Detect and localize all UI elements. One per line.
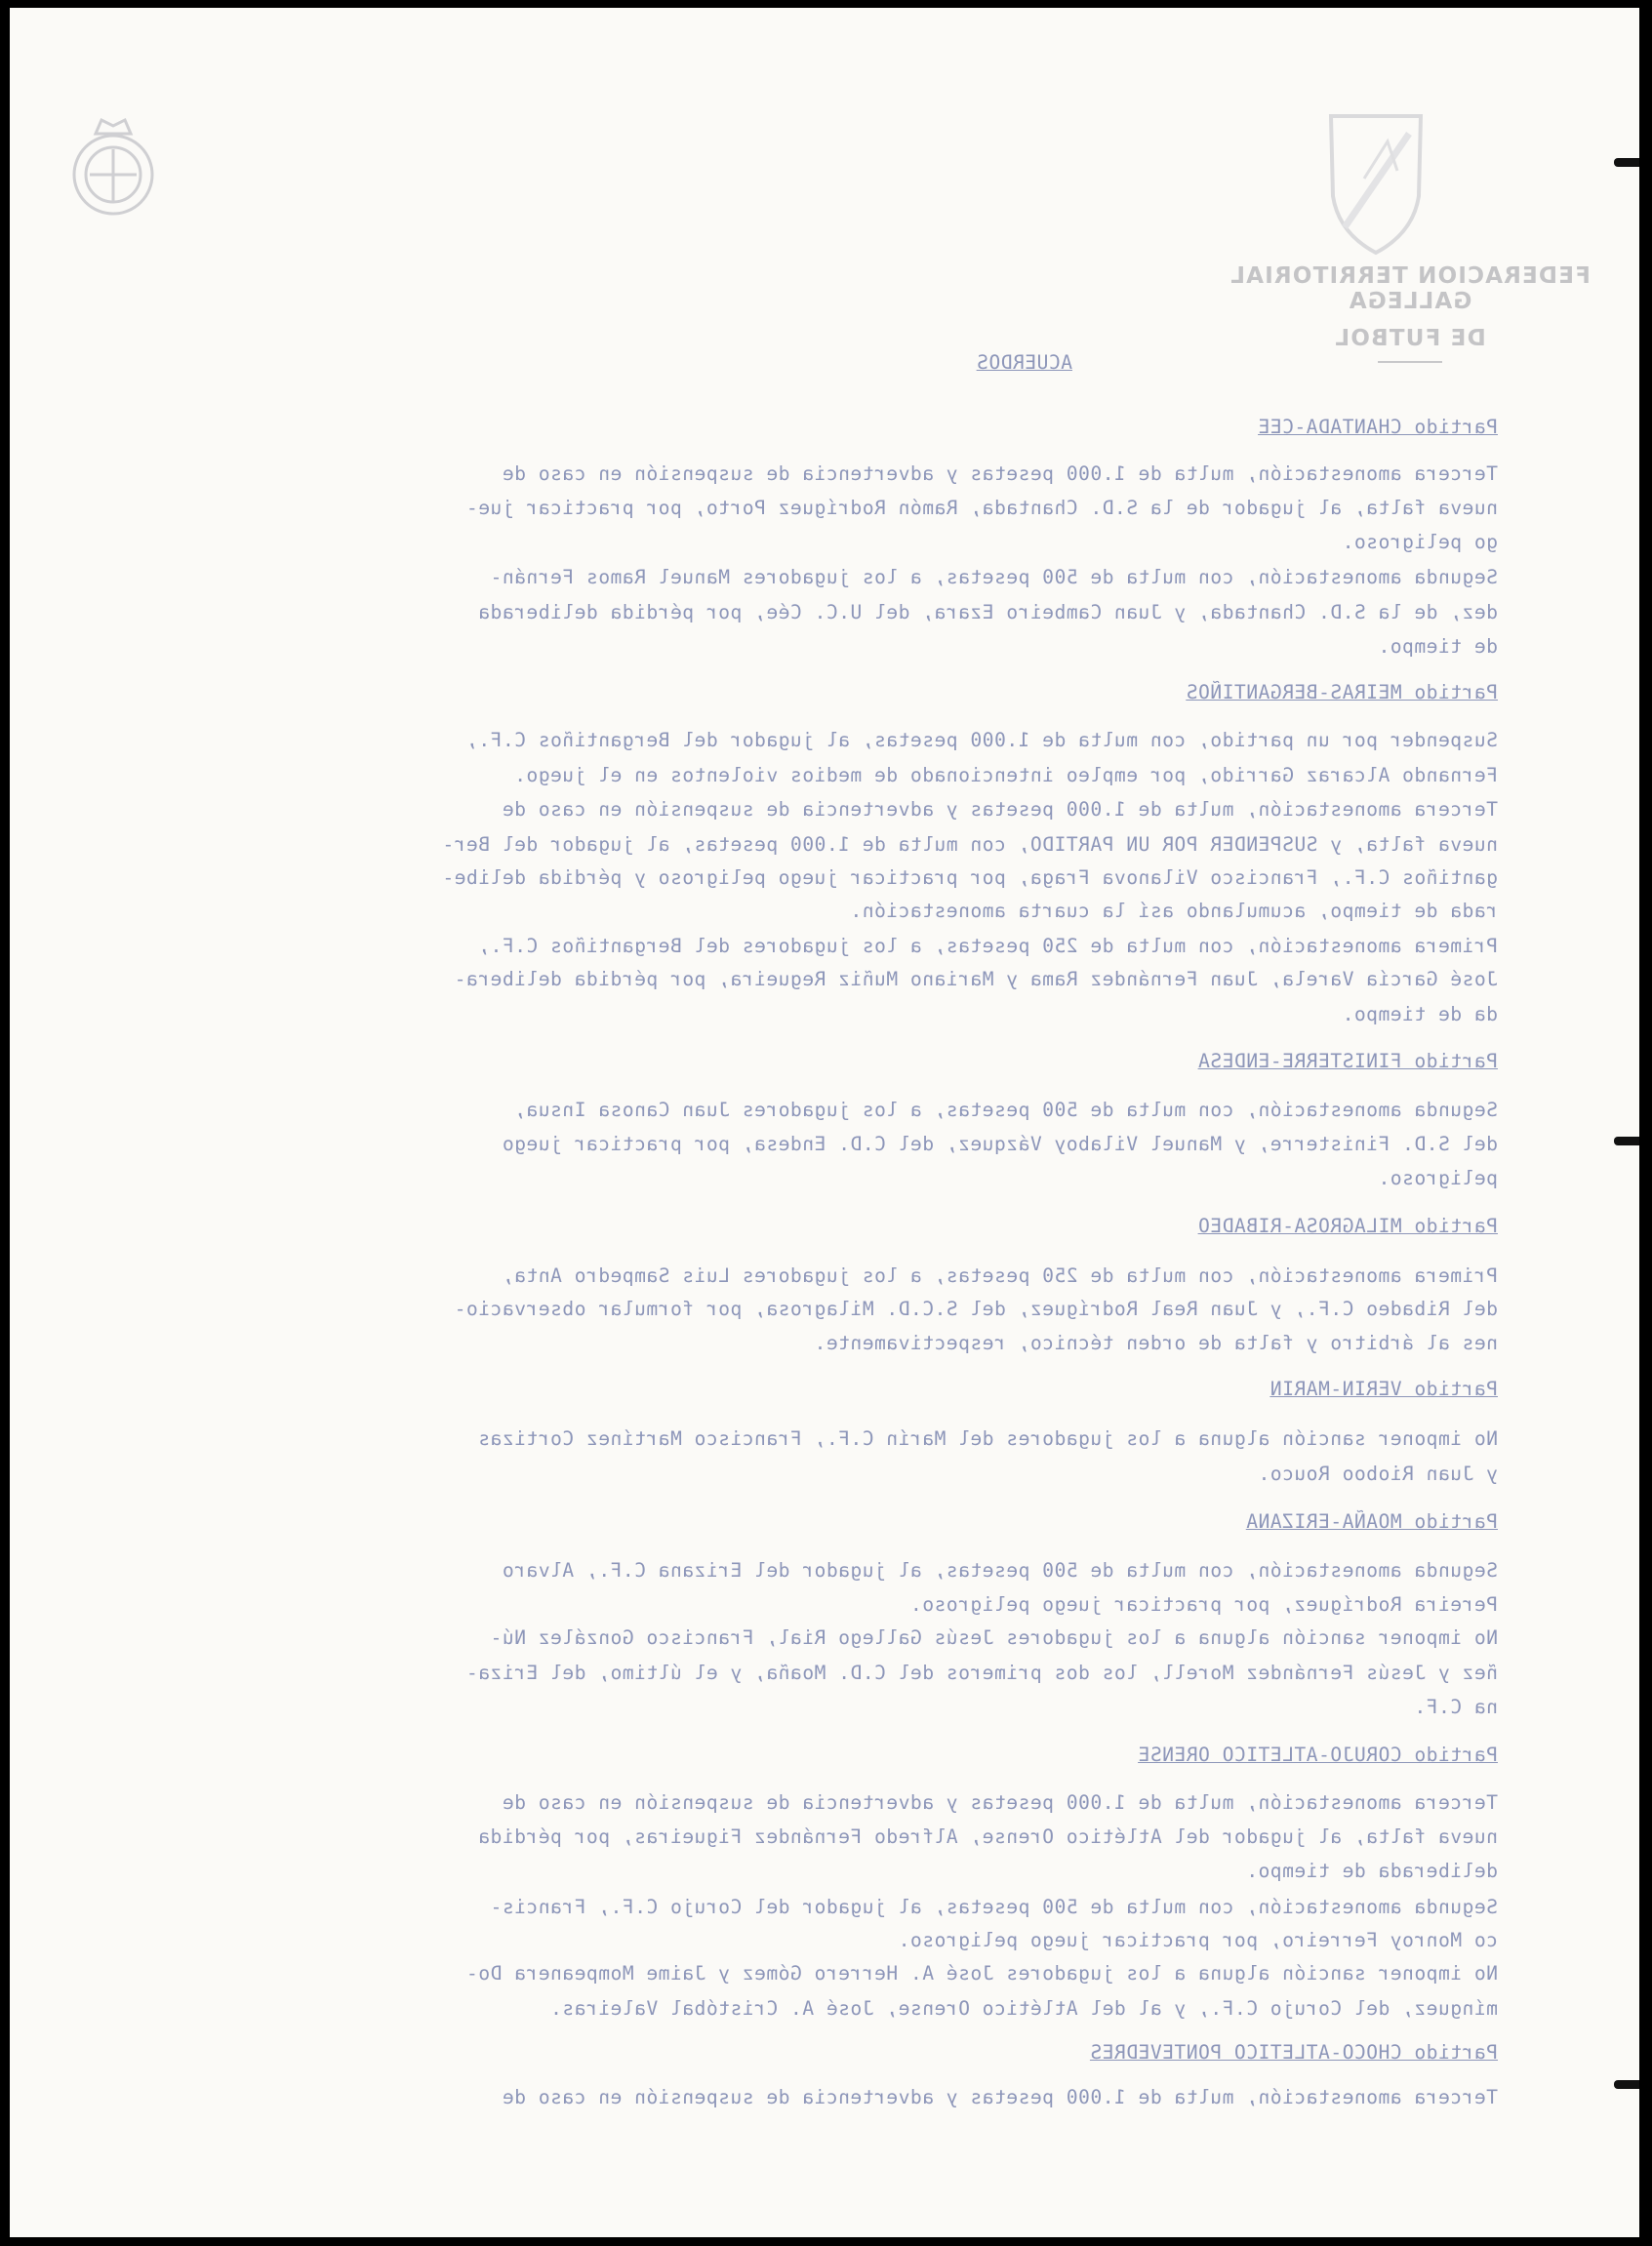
letterhead bbox=[1220, 263, 1600, 363]
body-line: de tiempo. bbox=[1378, 635, 1498, 658]
body-line: Segunda amonestación, con multa de 500 pesetas, al jugador del Corujo C.F., Francis- bbox=[490, 1896, 1498, 1918]
body-line: No imponer sanción alguna a los jugadores Jesús Gallego Rial, Francisco González Nú- bbox=[490, 1626, 1498, 1649]
body-line: nes al árbitro y falta de orden técnico, respectivamente. bbox=[814, 1332, 1498, 1354]
body-line: Tercera amonestación, multa de 1.000 pesetas y advertencia de suspensión en caso de bbox=[502, 462, 1498, 485]
body-line: peligroso. bbox=[1378, 1167, 1498, 1189]
body-line: Segunda amonestación, con multa de 500 pesetas, a los jugadores Manuel Ramos Fernán- bbox=[490, 566, 1498, 588]
body-line: Primera amonestación, con multa de 250 pesetas, a los jugadores del Bergantiños C.F., bbox=[477, 935, 1498, 957]
letterhead-rule bbox=[1378, 361, 1442, 363]
body-line: na C.F. bbox=[1413, 1696, 1498, 1718]
match-heading: Partido CHANTADA-CEE bbox=[1258, 416, 1498, 438]
punch-mark bbox=[1614, 158, 1639, 167]
body-line: gantiños C.F., Francisco Vilanova Fraga, por practicar juego peligroso y pérdida delibe- bbox=[441, 866, 1498, 889]
body-line: dez, de la S.D. Chantada, y Juan Cambeiro Ezara, del U.C. Cée, por pérdida deliberada bbox=[477, 601, 1498, 623]
document-title: ACUERDOS bbox=[976, 351, 1072, 374]
body-line: da de tiempo. bbox=[1342, 1003, 1498, 1025]
body-line: Pereira Rodríguez, por practicar juego peligroso. bbox=[909, 1593, 1498, 1616]
body-line: No imponer sanción alguna a los jugadores del Marín C.F., Francisco Martínez Cortizas bbox=[477, 1427, 1498, 1450]
body-line: del Ribadeo C.F., y Juan Real Rodríguez, del S.C.D. Milagrosa, por formular observacio- bbox=[454, 1298, 1498, 1320]
body-line: go peligroso. bbox=[1342, 531, 1498, 553]
body-line: Primera amonestación, con multa de 250 pesetas, a los jugadores Luis Sampedro Anta, bbox=[502, 1264, 1498, 1287]
body-line: rada de tiempo, acumulando así la cuarta amonestación. bbox=[849, 900, 1498, 922]
body-line: Tercera amonestación, multa de 1.000 pesetas y advertencia de suspensión en caso de bbox=[502, 1791, 1498, 1814]
match-heading: Partido FINISTERRE-ENDESA bbox=[1197, 1050, 1498, 1072]
body-line: Tercera amonestación, multa de 1.000 pesetas y advertencia de suspensión en caso de bbox=[502, 2086, 1498, 2108]
match-heading: Partido MEIRAS-BERGANTIÑOS bbox=[1186, 681, 1498, 703]
body-line: co Monroy Ferreiro, por practicar juego peligroso. bbox=[898, 1929, 1498, 1951]
body-line: deliberada de tiempo. bbox=[1245, 1860, 1498, 1882]
punch-mark bbox=[1614, 1137, 1639, 1145]
body-line: nueva falta, al jugador del Atlético Orense, Alfredo Fernández Figueiras, por pérdida bbox=[477, 1825, 1498, 1848]
match-heading: Partido CORUJO-ATLETICO ORENSE bbox=[1138, 1744, 1498, 1766]
body-line: Segunda amonestación, con multa de 500 pesetas, al jugador del Erizana C.F., Alvaro bbox=[502, 1559, 1498, 1582]
letterhead-org-line2: DE FUTBOL bbox=[1334, 326, 1486, 351]
body-line: nueva falta, y SUSPENDER POR UN PARTIDO, con multa de 1.000 pesetas, al jugador del Ber- bbox=[441, 833, 1498, 856]
body-line: mínguez, del Corujo C.F., y al del Atlético Orense, José A. Cristóbal Valeiras. bbox=[549, 1997, 1498, 2020]
body-line: Suspender por un partido, con multa de 1.000 pesetas, al jugador del Bergantiños C.F., bbox=[465, 729, 1498, 751]
body-line: No imponer sanción alguna a los jugadores José A. Herrero Gómez y Jaime Mompeanera Do- bbox=[465, 1962, 1498, 1985]
body-line: Fernando Alcaraz Garrido, por empleo intencionado de medios violentos en el juego. bbox=[513, 764, 1498, 786]
match-heading: Partido MOAÑA-ERIZANA bbox=[1245, 1510, 1498, 1533]
body-line: nueva falta, al jugador de la S.D. Chantada, Ramón Rodríguez Porto, por practicar jue- bbox=[465, 497, 1498, 519]
body-line: Tercera amonestación, multa de 1.000 pesetas y advertencia de suspensión en caso de bbox=[502, 798, 1498, 821]
body-line: y Juan Rioboo Rouco. bbox=[1258, 1463, 1498, 1485]
body-line: José García Varela, Juan Fernández Rama y Mariano Muñiz Regueira, por pérdida delibera- bbox=[454, 968, 1498, 990]
body-line: ñez y Jesús Fernández Morell, los dos primeros del C.D. Moaña, y el último, del Eriza- bbox=[465, 1662, 1498, 1684]
document-page bbox=[10, 8, 1639, 2237]
match-heading: Partido VERIN-MARIN bbox=[1269, 1378, 1498, 1400]
body-line: del S.D. Finisterre, y Manuel Vilaboy Vázquez, del C.D. Endesa, por practicar juego bbox=[502, 1133, 1498, 1155]
match-heading: Partido MILAGROSA-RIBADEO bbox=[1197, 1215, 1498, 1237]
body-line: Segunda amonestación, con multa de 500 pesetas, a los jugadores Juan Canosa Insua, bbox=[513, 1099, 1498, 1121]
letterhead-org-line1: FEDERACION TERRITORIAL GALLEGA bbox=[1229, 263, 1591, 314]
punch-mark bbox=[1614, 2080, 1639, 2089]
match-heading: Partido CHOCO-ATLETICO PONTEVEDRES bbox=[1089, 2041, 1498, 2064]
